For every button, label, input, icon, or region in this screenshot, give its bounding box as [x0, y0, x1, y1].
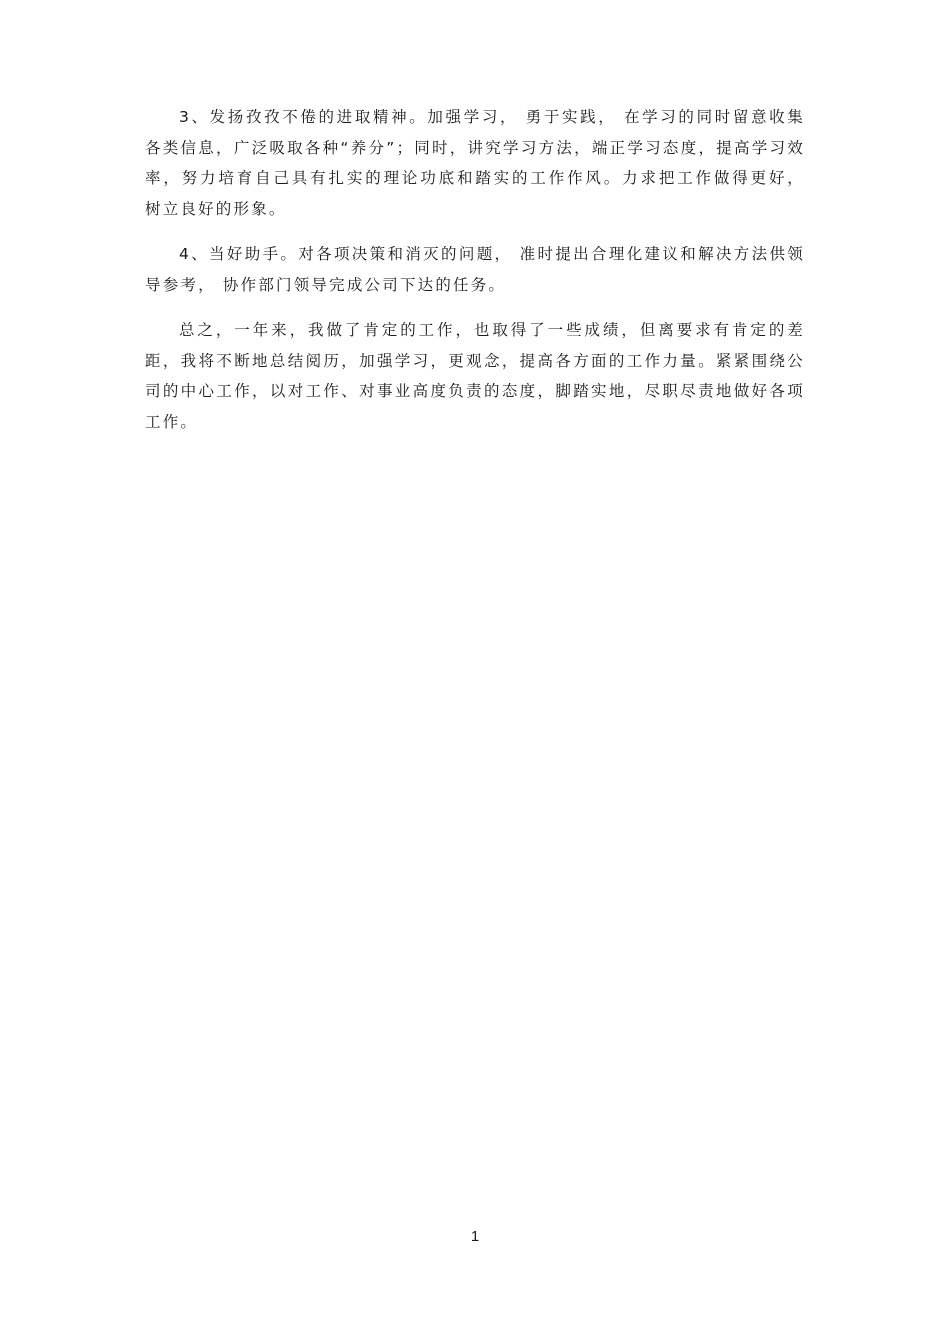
paragraph-summary: 总之，一年来，我做了肯定的工作，也取得了一些成绩，但离要求有肯定的差距，我将不断地总结阅历，加强学习，更观念，提高各方面的工作力量。紧紧围绕公司的中心工作，以对工作、对事业高度负责的态度，脚踏实地，尽职尽责地做好各项工作。	[145, 321, 805, 431]
paragraph-item-3: 3、发扬孜孜不倦的进取精神。加强学习， 勇于实践， 在学习的同时留意收集各类信息，广泛吸取各种“养分”；同时，讲究学习方法，端正学习态度，提高学习效率，努力培育自己具有扎实的理论功底和踏实的工作作风。力求把工作做得更好， 树立良好的形象。	[145, 108, 805, 218]
paragraph-item-4: 4、当好助手。对各项决策和消灭的问题， 准时提出合理化建议和解决方法供领导参考， 协作部门领导完成公司下达的任务。	[145, 245, 805, 294]
document-body	[145, 102, 805, 437]
page-number: 1	[470, 1228, 480, 1245]
